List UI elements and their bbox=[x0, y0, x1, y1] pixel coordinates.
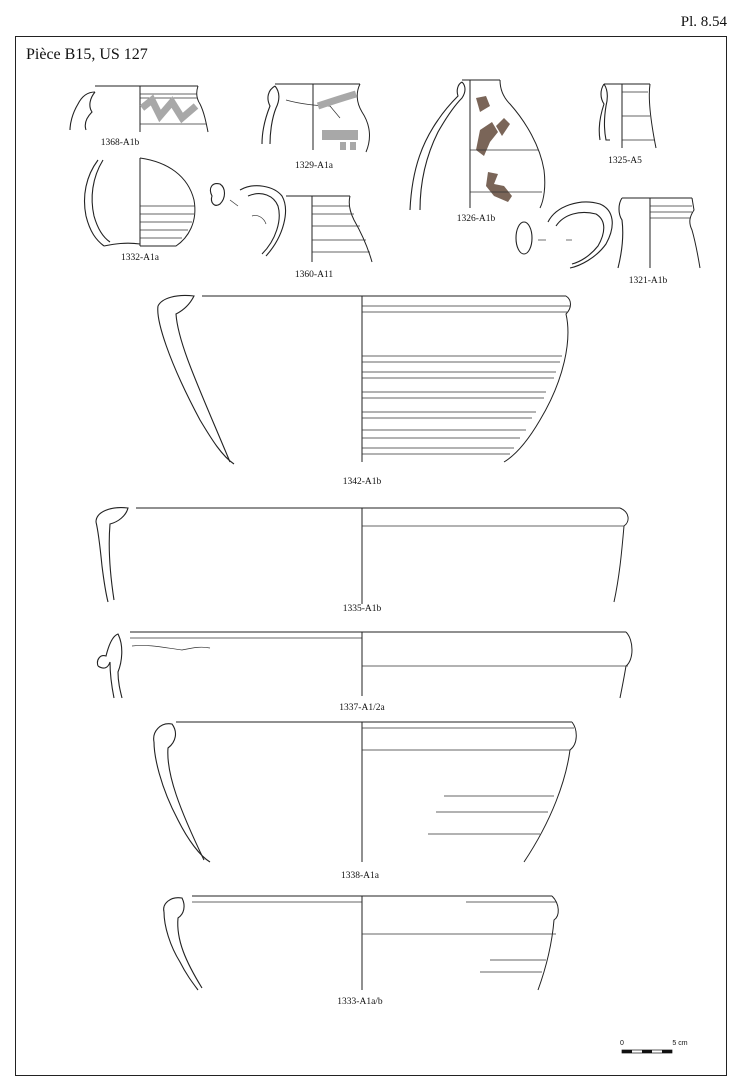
vessel-label: 1329-A1a bbox=[295, 161, 333, 171]
plate-title: Pièce B15, US 127 bbox=[26, 46, 148, 63]
vessel-1368-drawing bbox=[70, 86, 208, 132]
brown-decoration bbox=[476, 96, 490, 112]
vessel-label: 1326-A1b bbox=[456, 214, 496, 224]
vessel-label: 1337-A1/2a bbox=[339, 703, 385, 713]
vessel-1360-drawing bbox=[210, 184, 372, 262]
vessel-label: 1360-A11 bbox=[294, 270, 334, 280]
vessel-1337-drawing bbox=[97, 632, 632, 698]
grey-patch-decoration bbox=[322, 130, 358, 140]
vessel-1321-drawing bbox=[516, 198, 700, 268]
vessel-label: 1321-A1b bbox=[628, 276, 668, 286]
vessel-label: 1342-A1b bbox=[342, 477, 382, 487]
vessel-label: 1325-A5 bbox=[608, 156, 642, 166]
vessel-label: 1338-A1a bbox=[341, 871, 379, 881]
vessel-1326-drawing bbox=[410, 80, 545, 210]
vessel-label: 1368-A1b bbox=[100, 138, 140, 148]
scale-bar bbox=[620, 1040, 688, 1053]
vessel-label: 1332-A1a bbox=[121, 253, 159, 263]
vessel-1329-drawing bbox=[262, 84, 369, 152]
vessel-label: 1335-A1b bbox=[342, 604, 382, 614]
vessel-1325-drawing bbox=[599, 84, 656, 148]
scale-end-label: 5 cm bbox=[672, 1040, 688, 1047]
vessel-1332-drawing bbox=[85, 158, 196, 246]
vessel-1333-drawing bbox=[164, 896, 559, 990]
zigzag-decoration bbox=[142, 100, 196, 118]
plate-number: Pl. 8.54 bbox=[680, 14, 727, 30]
grey-band-decoration bbox=[318, 94, 356, 106]
vessel-1338-drawing bbox=[154, 722, 577, 862]
vessel-1335-drawing bbox=[96, 508, 628, 604]
vessel-label: 1333-A1a/b bbox=[337, 997, 383, 1007]
vessel-1342-drawing bbox=[158, 295, 571, 464]
scale-start-label: 0 bbox=[620, 1040, 624, 1047]
